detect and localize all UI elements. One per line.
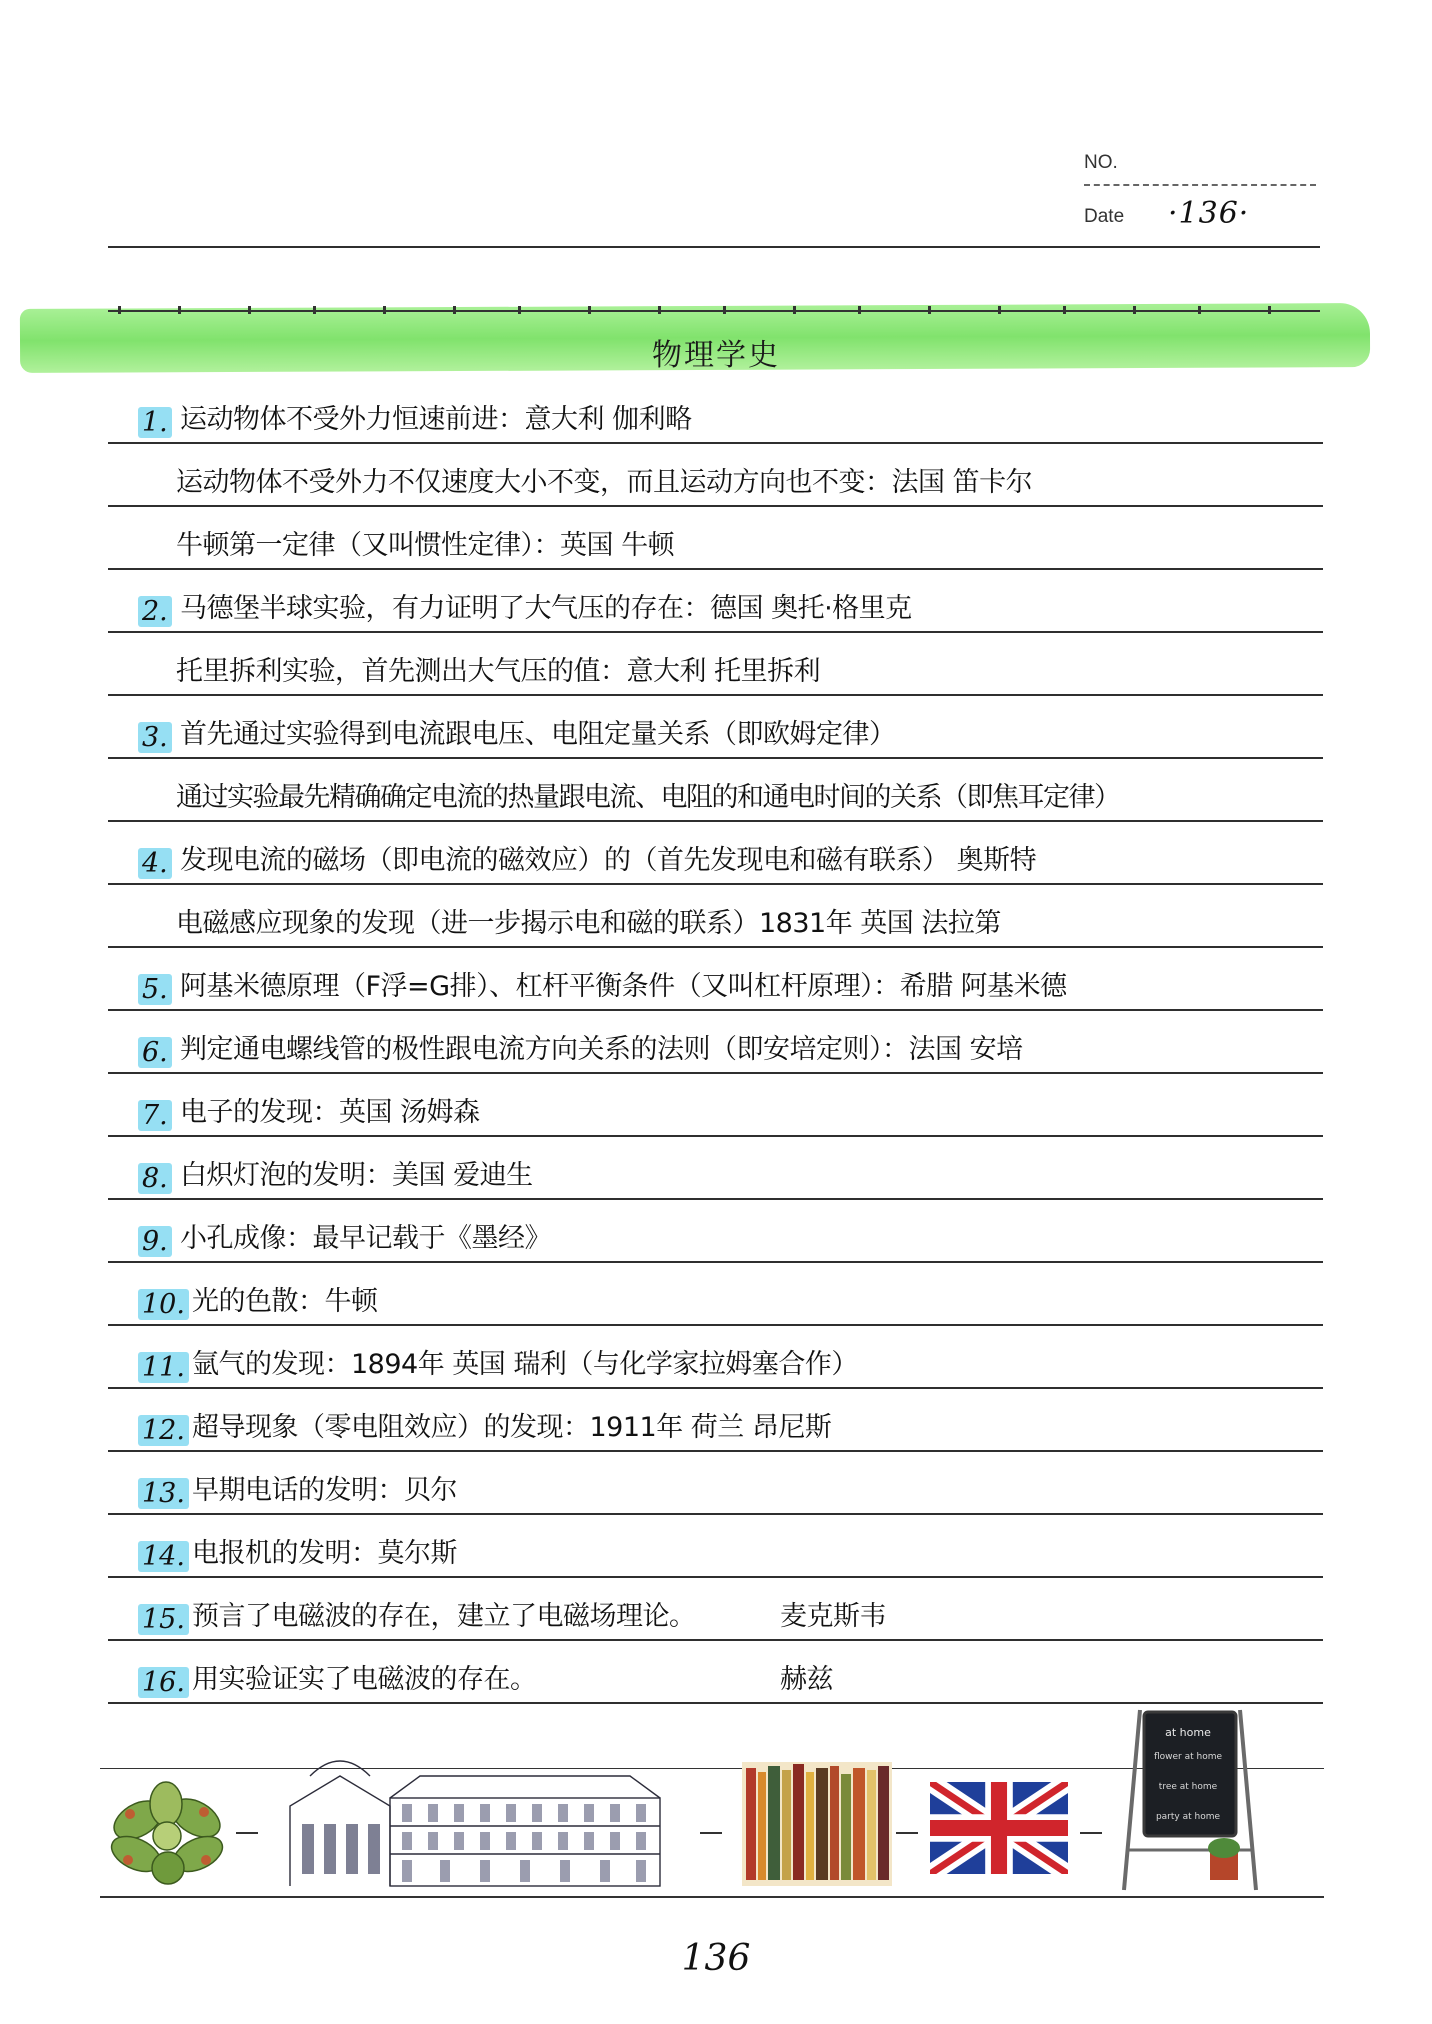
entry-number: 1. bbox=[138, 407, 172, 438]
union-jack-flag-icon bbox=[930, 1782, 1068, 1874]
entry-number: 15. bbox=[138, 1604, 189, 1635]
entry-line bbox=[108, 1642, 1323, 1704]
entry-text: 托里拆利实验，首先测出大气压的值：意大利 托里拆利 bbox=[176, 656, 821, 687]
no-label: NO. bbox=[1084, 152, 1118, 173]
entry-line bbox=[108, 1579, 1323, 1641]
entry-scientist: 赫兹 bbox=[780, 1664, 833, 1695]
entry-text: 牛顿第一定律（又叫惯性定律）：英国 牛顿 bbox=[176, 530, 675, 561]
entry-text: 电磁感应现象的发现（进一步揭示电和磁的联系）1831年 英国 法拉第 bbox=[176, 908, 1001, 939]
entry-text: 预言了电磁波的存在，建立了电磁场理论。 bbox=[192, 1601, 696, 1632]
deco-rule-bottom bbox=[100, 1896, 1324, 1898]
entry-text: 氩气的发现：1894年 英国 瑞利（与化学家拉姆塞合作） bbox=[192, 1349, 858, 1380]
entry-text: 电报机的发明：莫尔斯 bbox=[192, 1538, 457, 1569]
entry-line bbox=[108, 634, 1323, 696]
entry-line bbox=[108, 823, 1323, 885]
sign-line: tree at home bbox=[1158, 1782, 1218, 1792]
entry-number: 14. bbox=[138, 1541, 189, 1572]
sign-line: party at home bbox=[1155, 1812, 1221, 1822]
entry-line bbox=[108, 1327, 1323, 1389]
date-label: Date bbox=[1084, 206, 1125, 227]
entry-number: 6. bbox=[138, 1037, 172, 1068]
no-dotted-line bbox=[1084, 184, 1316, 186]
entry-line bbox=[108, 445, 1323, 507]
entry-text: 阿基米德原理（F浮=G排）、杠杆平衡条件（又叫杠杆原理）：希腊 阿基米德 bbox=[180, 971, 1067, 1002]
entry-line bbox=[108, 949, 1323, 1011]
entry-number: 8. bbox=[138, 1163, 172, 1194]
entry-line bbox=[108, 1516, 1323, 1578]
entry-text: 小孔成像：最早记载于《墨经》 bbox=[180, 1223, 551, 1254]
tick-ruler bbox=[108, 310, 1320, 328]
page-title: 物理学史 bbox=[652, 338, 780, 373]
entry-number: 9. bbox=[138, 1226, 172, 1257]
entry-text: 超导现象（零电阻效应）的发现：1911年 荷兰 昂尼斯 bbox=[192, 1412, 832, 1443]
entry-line bbox=[108, 1453, 1323, 1515]
entry-text: 早期电话的发明：贝尔 bbox=[192, 1475, 457, 1506]
bookshelf-icon bbox=[742, 1762, 892, 1886]
entry-number: 11. bbox=[138, 1352, 189, 1383]
entry-line bbox=[108, 1138, 1323, 1200]
entry-text: 运动物体不受外力不仅速度大小不变，而且运动方向也不变：法国 笛卡尔 bbox=[176, 467, 1033, 498]
succulent-icon bbox=[108, 1780, 226, 1888]
entry-line bbox=[108, 760, 1323, 822]
date-value: ·136· bbox=[1168, 196, 1250, 231]
sign-title: at home bbox=[1165, 1726, 1211, 1739]
entry-text: 白炽灯泡的发明：美国 爱迪生 bbox=[180, 1160, 533, 1191]
entry-line bbox=[108, 508, 1323, 570]
divider-dash bbox=[700, 1832, 722, 1834]
entry-text: 发现电流的磁场（即电流的磁效应）的（首先发现电和磁有联系） 奥斯特 bbox=[180, 845, 1037, 876]
entry-line bbox=[108, 886, 1323, 948]
entry-number: 16. bbox=[138, 1667, 189, 1698]
entry-number: 3. bbox=[138, 722, 172, 753]
entry-number: 7. bbox=[138, 1100, 172, 1131]
entry-text: 光的色散：牛顿 bbox=[192, 1286, 378, 1317]
entry-text: 首先通过实验得到电流跟电压、电阻定量关系（即欧姆定律） bbox=[180, 719, 896, 750]
entry-line bbox=[108, 571, 1323, 633]
entry-number: 10. bbox=[138, 1289, 189, 1320]
entry-line bbox=[108, 697, 1323, 759]
entry-number: 12. bbox=[138, 1415, 189, 1446]
entry-line bbox=[108, 1012, 1323, 1074]
sign-line: flower at home bbox=[1153, 1752, 1223, 1762]
entry-text: 用实验证实了电磁波的存在。 bbox=[192, 1664, 537, 1695]
entry-text: 通过实验最先精确确定电流的热量跟电流、电阻的和通电时间的关系（即焦耳定律） bbox=[176, 782, 1120, 813]
entry-number: 5. bbox=[138, 974, 172, 1005]
header-rule bbox=[108, 246, 1320, 248]
entry-scientist: 麦克斯韦 bbox=[780, 1601, 886, 1632]
entry-number: 13. bbox=[138, 1478, 189, 1509]
entry-text: 马德堡半球实验，有力证明了大气压的存在：德国 奥托·格里克 bbox=[180, 593, 912, 624]
entry-line bbox=[108, 1390, 1323, 1452]
entry-number: 2. bbox=[138, 596, 172, 627]
entry-line bbox=[108, 1075, 1323, 1137]
entry-text: 电子的发现：英国 汤姆森 bbox=[180, 1097, 480, 1128]
entry-text: 判定通电螺线管的极性跟电流方向关系的法则（即安培定则）：法国 安培 bbox=[180, 1034, 1023, 1065]
entry-text: 运动物体不受外力恒速前进：意大利 伽利略 bbox=[180, 404, 692, 435]
page-number: 136 bbox=[681, 1938, 751, 1979]
entry-line bbox=[108, 382, 1323, 444]
divider-dash bbox=[896, 1832, 918, 1834]
entry-line bbox=[108, 1264, 1323, 1326]
entry-number: 4. bbox=[138, 848, 172, 879]
divider-dash bbox=[236, 1832, 258, 1834]
divider-dash bbox=[1080, 1832, 1102, 1834]
entry-line bbox=[108, 1201, 1323, 1263]
building-sketch-icon bbox=[280, 1736, 680, 1890]
